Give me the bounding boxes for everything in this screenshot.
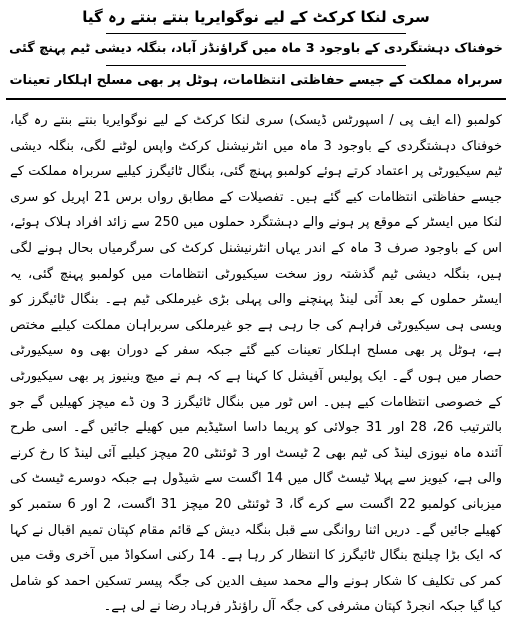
sub-headline-1: خوفناک دہشتگردی کے باوجود 3 ماہ میں گراؤنڈز آباد، بنگلہ دیشی ٹیم پہنچ گئی — [9, 41, 503, 56]
headline-divider — [106, 65, 406, 66]
main-headline: سری لنکا کرکٹ کے لیے نوگوایریا بنتے بنتے رہ گیا — [82, 8, 430, 26]
headline-divider — [106, 33, 406, 34]
headline-bottom-rule — [6, 98, 506, 100]
headline-block — [6, 6, 506, 93]
article-body: کولمبو (اے ایف پی / اسپورٹس ڈیسک) سری لنکا کرکٹ کے لیے نوگوایریا بنتے بنتے رہ گیا، خوفناک دہشتگردی کے باوجود 3 ماہ میں انٹرنیشنل کرکٹ واپس لوٹنے لگی، بنگلہ دیشی ٹیم سیکیورٹی پر اعتماد کرتے ہوئے کولمبو پہنچ گئی، بنگال ٹائیگرز کیلیے سربراہ مملکت کے جیسے حفاظتی انتظامات کیے گئے ہیں۔ تفصیلات کے مطابق رواں برس 21 اپریل کو سری لنکا میں ایسٹر کے موقع پر ہونے والے دہشتگرد حملوں میں 250 سے زائد افراد ہلاک ہوئے، اس کے باوجود صرف 3 ماہ کے اندر یہاں انٹرنیشنل کرکٹ کی سرگرمیاں بحال ہونے لگی ہیں، بنگلہ دیشی ٹیم گذشتہ روز سخت سیکیورٹی انتظامات میں کولمبو پہنچ گئی، یہ ایسٹر حملوں کے بعد آئی لینڈ پہنچنے والی پہلی بڑی غیرملکی ٹیم ہے۔ بنگال ٹائیگرز کو ویسی ہی سیکیورٹی فراہم کی جا رہی ہے جو غیرملکی سربراہان مملکت کیلیے مختص ہے، ہوٹل پر بھی مسلح اہلکار تعینات کیے گئے جبکہ سفر کے دوران بھی وہ سیکیورٹی حصار میں ہوں گے۔ ایک پولیس آفیشل کا کہنا ہے کہ ہم نے میچ وینیوز پر بھی سیکیورٹی کے خصوصی انتظامات کیے ہیں۔ اس ٹور میں بنگال ٹائیگرز 3 ون ڈے میچز کھیلیں گے جو بالترتیب 26، 28 اور 31 جولائی کو پریما داسا اسٹیڈیم میں کھیلے جائیں گے۔ اسی طرح آئندہ ماہ نیوزی لینڈ کی ٹیم بھی 2 ٹیسٹ اور 3 ٹوئنٹی 20 میچز کیلیے آئی لینڈ کا رخ کرنے والی ہے، کیویز سے پہلا ٹیسٹ گال میں 14 اگست سے شیڈول ہے جبکہ دوسرے ٹیسٹ کی میزبانی کولمبو 22 اگست سے کرے گا، 3 ٹوئنٹی 20 میچز 31 اگست، 2 اور 6 ستمبر کو کھیلے جائیں گے۔ دریں اثنا روانگی سے قبل بنگلہ دیش کے قائم مقام کپتان تمیم اقبال نے کہا کہ ایک بڑا چیلنج بنگال ٹائیگرز کا انتظار کر رہا ہے۔ 14 رکنی اسکواڈ میں آخری وقت میں کمر کی تکلیف کا شکار ہونے والے محمد سیف الدین کی جگہ پیسر تسکین احمد کو شامل کیا گیا جبکہ انجرڈ کپتان مشرفی کی جگہ آل راؤنڈر فرہاد رضا نے لی ہے۔ — [10, 113, 503, 615]
sub-headline-2: سربراہ مملکت کے جیسے حفاظتی انتظامات، ہوٹل پر بھی مسلح اہلکار تعینات — [9, 73, 503, 88]
